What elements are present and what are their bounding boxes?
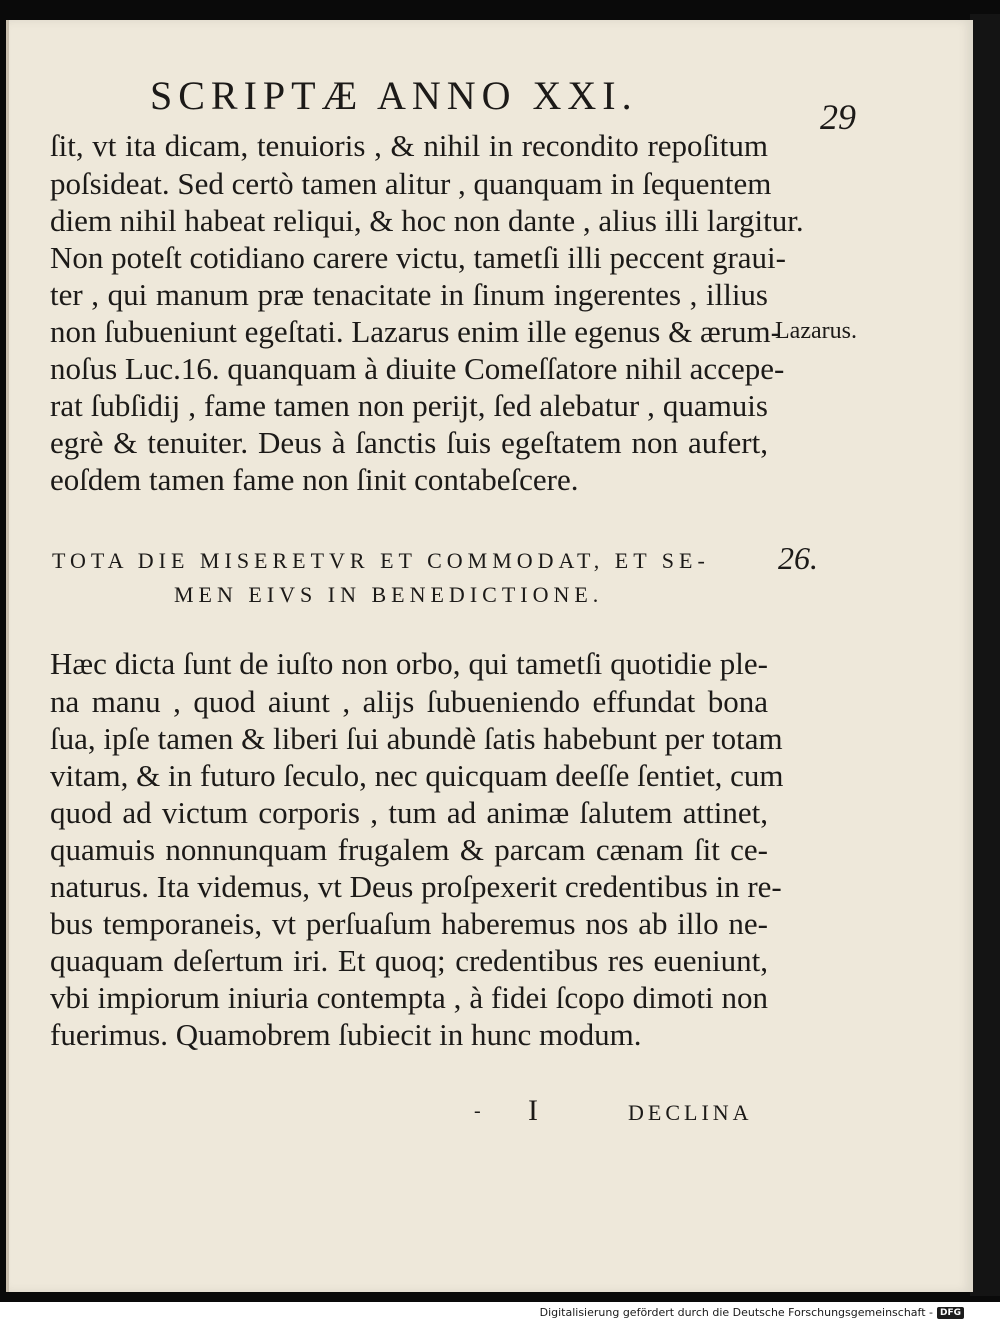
text-line: rat ſubſidij , fame tamen non perijt, ſed alebatur , quamuis <box>50 388 768 423</box>
text-line: ter , qui manum præ tenacitate in ſinum ingerentes , illius <box>50 277 768 312</box>
text-line: quod ad victum corporis , tum ad animæ ſalutem attinet, <box>50 795 768 830</box>
text-line: na manu , quod aiunt , alijs ſubueniendo effundat bona <box>50 684 768 719</box>
text-line: bus temporaneis, vt perſuaſum haberemus nos ab illo ne- <box>50 906 768 941</box>
text-line: fuerimus. Quamobrem ſubiecit in hunc modum. <box>50 1017 642 1052</box>
text-line: egrè & tenuiter. Deus à ſanctis ſuis egeſtatem non aufert, <box>50 425 768 460</box>
verse-heading-line: TOTA DIE MISERETVR ET COMMODAT, ET SE- <box>52 548 710 573</box>
text-line: ſit, vt ita dicam, tenuioris , & nihil in recondito repoſitum <box>50 128 768 163</box>
credit-text: Digitalisierung gefördert durch die Deutsche Forschungsgemeinschaft - <box>539 1306 933 1319</box>
catchword: DECLINA <box>628 1100 753 1125</box>
text-line: vbi impiorum iniuria contempta , à fidei ſcopo dimoti non <box>50 980 768 1015</box>
text-line: diem nihil habeat reliqui, & hoc non dante , alius illi largitur. <box>50 203 804 238</box>
text-line: ſua, ipſe tamen & liberi ſui abundè ſatis habebunt per totam <box>50 721 783 756</box>
verse-number: 26. <box>778 540 818 576</box>
printer-mark: - <box>474 1100 481 1122</box>
dfg-logo-icon: DFG <box>937 1307 964 1319</box>
text-line: Hæc dicta ſunt de iuſto non orbo, qui tametſi quotidie ple- <box>50 646 768 681</box>
text-line: vitam, & in futuro ſeculo, nec quicquam deeſſe ſentiet, cum <box>50 758 784 793</box>
text-line: quamuis nonnunquam frugalem & parcam cænam ſit ce- <box>50 832 768 867</box>
verse-heading-line: MEN EIVS IN BENEDICTIONE. <box>174 582 604 607</box>
text-line: quaquam deſertum iri. Et quoq; credentibus res eueniunt, <box>50 943 768 978</box>
margin-note: Lazarus. <box>775 318 857 344</box>
scan-edge <box>970 14 1000 1296</box>
signature-mark: I <box>528 1094 538 1127</box>
text-line: Non poteſt cotidiano carere victu, tametſi illi peccent graui- <box>50 240 786 275</box>
text-line: eoſdem tamen fame non ſinit contabeſcere. <box>50 462 579 497</box>
text-line: noſus Luc.16. quanquam à diuite Comeſſatore nihil accepe- <box>50 351 785 386</box>
text-line: poſsideat. Sed certò tamen alitur , quanquam in ſequentem <box>50 166 772 201</box>
text-line: non ſubueniunt egeſtati. Lazarus enim ille egenus & ærum- <box>50 314 781 349</box>
page-number: 29 <box>820 97 856 137</box>
digitization-credit <box>540 1306 964 1319</box>
running-head: SCRIPTÆ ANNO XXI. <box>150 73 638 118</box>
text-line: naturus. Ita videmus, vt Deus proſpexerit credentibus in re- <box>50 869 782 904</box>
